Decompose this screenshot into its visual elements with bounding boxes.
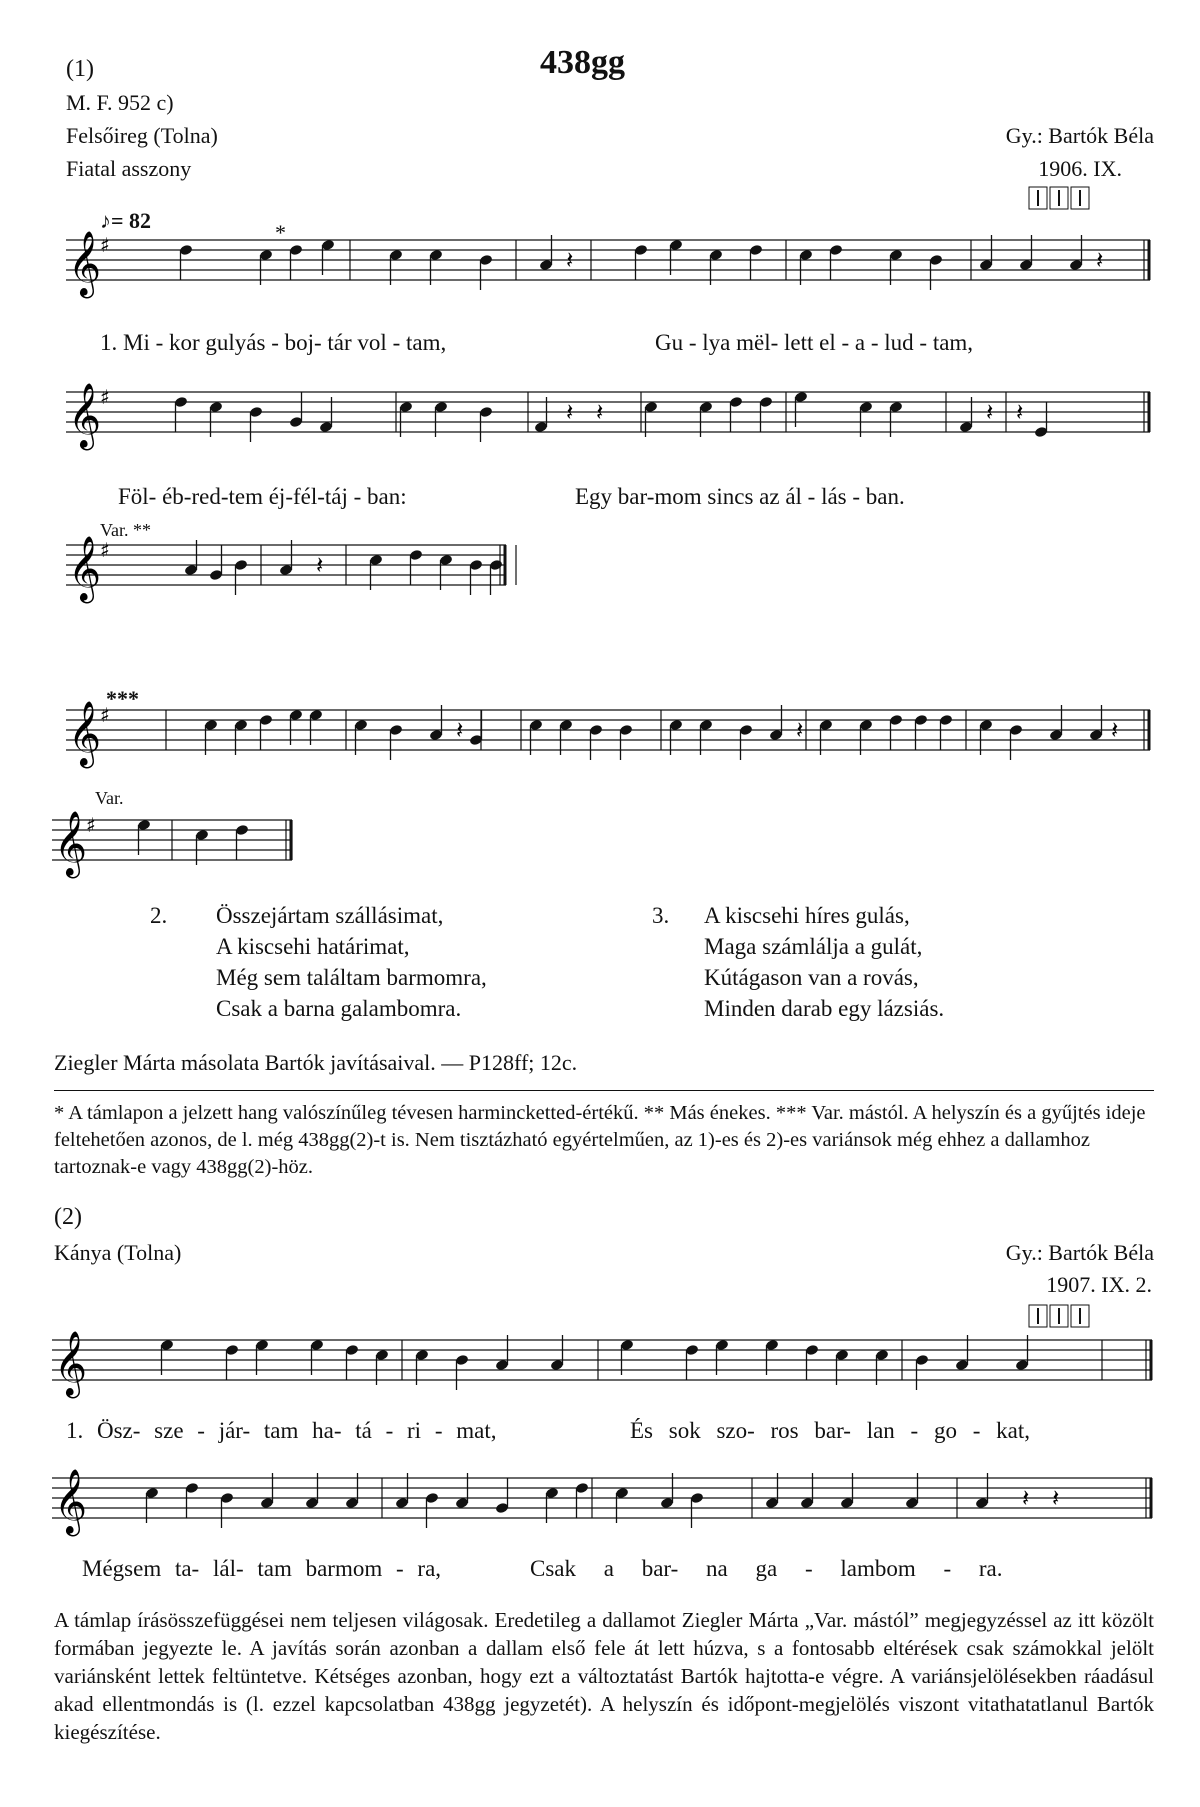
rest-icon: 𝄽: [986, 398, 994, 426]
stanza-line: A kiscsehi híres gulás,: [704, 903, 910, 928]
page-title: 438gg: [540, 44, 625, 81]
rest-icon: 𝄽: [456, 716, 464, 744]
sharp-icon: ♯: [100, 233, 110, 257]
sharp-icon: ♯: [86, 813, 96, 837]
collector-1: Gy.: Bartók Béla: [1005, 123, 1154, 148]
lyric2-line-2b: Csak a bar- na ga - lambom - ra.: [530, 1556, 1003, 1581]
treble-clef-icon: 𝄞: [68, 383, 102, 448]
rest-icon: 𝄽: [1096, 246, 1104, 274]
eighth-note-icon: ♪: [100, 208, 111, 233]
staff: [52, 1330, 1152, 1400]
source-ref: M. F. 952 c): [66, 90, 174, 115]
stanza-line: Még sem találtam barmomra,: [216, 965, 487, 990]
stanza-line: Összejártam szállásimat,: [216, 903, 444, 928]
variant-stars: ***: [106, 686, 139, 711]
stanza-line: Minden darab egy lázsiás.: [704, 996, 945, 1021]
treble-clef-icon: 𝄞: [68, 701, 102, 766]
piece-number-2: (2): [54, 1204, 82, 1230]
rest-icon: 𝄽: [596, 398, 604, 426]
divider: [54, 1090, 1154, 1091]
place-1: Felsőireg (Tolna): [66, 123, 218, 148]
treble-clef-icon: 𝄞: [54, 811, 88, 876]
closing-note: A támlap írásösszefüggései nem teljesen világosak. Eredetileg a dallamot Ziegler Márta „Var. mástól” megjegyzéssel az itt közölt formában jegyezte le. A javítás során azonban a dallam első fele át lett húzva, s a fontosabb eltérések csak számokkal jelölt variánsként lettek feltüntetve. Kétséges azonban, hogy ezt a változtatást Bartók hajtotta-e végre. A variánsjelölésekben ráadásul akad ellentmondás is (l. ezzel kapcsolatban 438gg jegyzetét). A helyszín és időpont-megjelölés viszont vitathatatlanul Bartók kiegészítése.: [54, 1608, 1154, 1744]
staff: [52, 1468, 1152, 1538]
footnote-marker-star: *: [275, 220, 286, 245]
treble-clef-icon: 𝄞: [68, 536, 102, 601]
stanza-2-number: 2.: [150, 903, 168, 928]
singer-1: Fiatal asszony: [66, 156, 192, 181]
place-2: Kánya (Tolna): [54, 1240, 182, 1265]
stanza-line: Kútágason van a rovás,: [704, 965, 919, 990]
staff: [66, 700, 1150, 770]
rest-icon: 𝄽: [316, 551, 324, 579]
rest-icon: 𝄽: [1016, 398, 1024, 426]
staff: [66, 535, 506, 605]
lyric2-line-2a: Mégsem ta- lál- tam barmom - ra,: [82, 1556, 442, 1581]
lyric2-line-1b: És sok szo- ros bar- lan - go - kat,: [630, 1418, 1030, 1443]
date-2: 1907. IX. 2.: [1046, 1272, 1152, 1297]
stanza-2-lines: [216, 900, 616, 1024]
staff: [52, 810, 292, 880]
copy-note: Ziegler Márta másolata Bartók javításaival. — P128ff; 12c.: [54, 1050, 578, 1075]
code-box-icon: [1028, 186, 1090, 210]
collector-2: Gy.: Bartók Béla: [1005, 1240, 1154, 1265]
rest-icon: 𝄽: [566, 398, 574, 426]
treble-clef-icon: 𝄞: [54, 1469, 88, 1534]
rest-icon: 𝄽: [1052, 1484, 1060, 1512]
footnote: * A támlapon a jelzett hang valószínűleg tévesen harmincketted-értékű. ** Más énekes. *** Var. mástól. A helyszín és a gyűjtés ideje feltehetően azonos, de l. még 438gg(2)-t is. Nem tisztázható egyértelműen, az 1)-es és 2)-es variánsok még ehhez a dallamhoz tartoznak-e vagy 438gg(2)-höz.: [54, 1102, 1146, 1178]
rest-icon: 𝄽: [1022, 1484, 1030, 1512]
variant-label-2: Var.: [95, 788, 124, 808]
stanza-line: Csak a barna galambomra.: [216, 996, 462, 1021]
rest-icon: 𝄽: [1111, 716, 1119, 744]
treble-clef-icon: 𝄞: [68, 231, 102, 296]
tempo-mark: ♪= 82: [100, 208, 152, 233]
lyric2-line-1a: 1. Ösz- sze - jár- tam ha- tá - ri - mat,: [66, 1418, 497, 1443]
sharp-icon: ♯: [100, 538, 110, 562]
piece-number-1: (1): [66, 56, 94, 82]
lyric-line-2a: Föl- éb-red-tem éj-fél-táj - ban:: [118, 484, 407, 509]
sharp-icon: ♯: [100, 385, 110, 409]
sharp-icon: ♯: [100, 703, 110, 727]
lyric-line-2b: Egy bar-mom sincs az ál - lás - ban.: [575, 484, 905, 509]
stanza-line: A kiscsehi határimat,: [216, 934, 410, 959]
code-box-icon: [1028, 1304, 1090, 1328]
treble-clef-icon: 𝄞: [54, 1331, 88, 1396]
stanza-3-lines: [704, 900, 1104, 1024]
rest-icon: 𝄽: [796, 716, 804, 744]
lyric-line-1a: 1. Mi - kor gulyás - boj- tár vol - tam,: [100, 330, 447, 355]
staff: [66, 382, 1150, 452]
rest-icon: 𝄽: [566, 246, 574, 274]
date-1: 1906. IX.: [1038, 156, 1122, 181]
staff: [66, 230, 1150, 300]
stanza-3-number: 3.: [652, 903, 670, 928]
lyric-line-1b: Gu - lya mël- lett el - a - lud - tam,: [655, 330, 974, 355]
variant-label-1: Var. **: [100, 520, 151, 540]
code-box-1: [1028, 186, 1090, 210]
stanza-line: Maga számlálja a gulát,: [704, 934, 923, 959]
code-box-2: [1028, 1304, 1090, 1328]
